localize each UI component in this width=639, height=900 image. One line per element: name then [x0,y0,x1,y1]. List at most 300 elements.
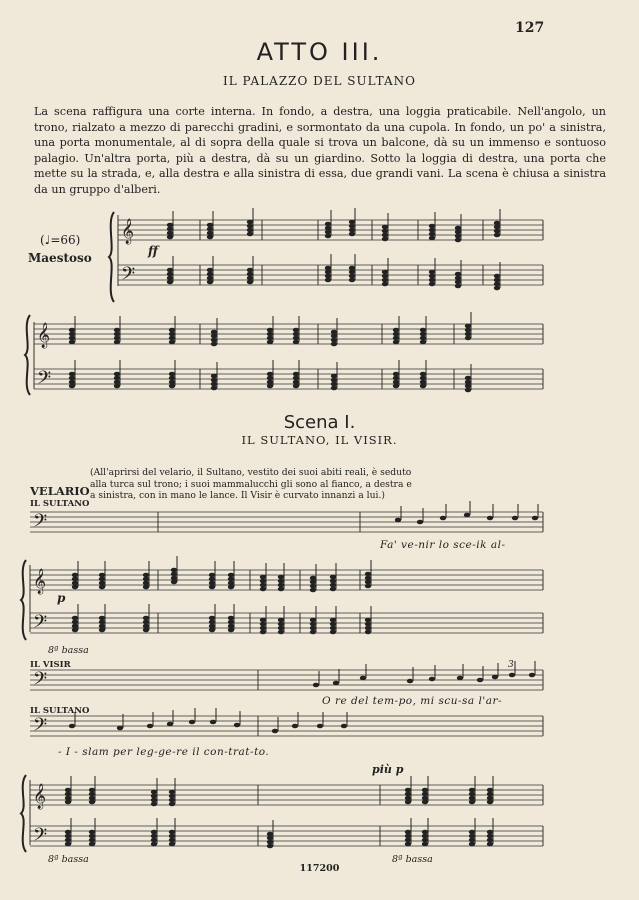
chord-note [72,628,78,633]
chord-note [310,622,316,627]
scene-title: Scena I. [283,412,356,433]
chord-note [169,838,175,843]
chord-note [349,220,355,225]
chord-note [65,792,71,797]
chord-note [422,792,428,797]
chord-note [420,384,426,389]
chord-note [393,336,399,341]
chord-note [169,340,175,345]
chord-note [72,624,78,629]
chord-note [455,230,461,235]
chord-note [209,577,215,582]
chord-note [365,580,371,585]
melody-note [360,676,366,681]
system-brace [25,315,30,395]
chord-note [487,834,493,839]
chord-note [469,788,475,793]
melody-note [407,679,413,684]
plate-number: 117200 [299,863,340,874]
chord-note [211,334,217,339]
chord-note [99,585,105,590]
chord-note [405,796,411,801]
chord-note [365,584,371,589]
chord-note [422,796,428,801]
chord-note [169,336,175,341]
chord-note [325,226,331,231]
chord-note [330,579,336,584]
chord-note [293,328,299,333]
chord-note [228,620,234,625]
chord-note [487,830,493,835]
chord-note [151,842,157,847]
melody-note [341,724,347,729]
dynamic-ff: ff [148,244,158,258]
chord-note [207,223,213,228]
chord-note [465,388,471,393]
scene-location-title: IL PALAZZO DEL SULTANO [223,74,416,88]
chord-note [293,336,299,341]
chord-note [247,228,253,233]
melody-note [509,673,515,678]
chord-note [278,587,284,592]
chord-note [382,229,388,234]
melody-note [292,724,298,729]
chord-note [267,340,273,345]
chord-note [72,585,78,590]
chord-note [469,800,475,805]
chord-note [65,796,71,801]
chord-note [494,286,500,291]
chord-note [167,223,173,228]
chord-note [69,328,75,333]
chord-note [494,225,500,230]
chord-note [382,233,388,238]
chord-note [420,336,426,341]
chord-note [469,838,475,843]
chord-note [65,788,71,793]
chord-note [365,618,371,623]
chord-note [207,280,213,285]
chord-note [405,842,411,847]
chord-note [169,380,175,385]
chord-note [455,272,461,277]
chord-note [494,229,500,234]
chord-note [72,581,78,586]
melody-note [317,724,323,729]
chord-note [405,792,411,797]
chord-note [143,624,149,629]
piano-bass-staff [30,826,543,846]
chord-note [429,274,435,279]
melody-note [189,720,195,725]
melody-note [395,518,401,523]
chord-note [331,382,337,387]
chord-note [151,790,157,795]
chord-note [228,573,234,578]
page-number: 127 [515,20,545,36]
chord-note [143,628,149,633]
chord-note [169,384,175,389]
chord-note [325,266,331,271]
chord-note [469,830,475,835]
chord-note [393,332,399,337]
melody-note [272,729,278,734]
chord-note [151,838,157,843]
chord-note [171,572,177,577]
chord-note [247,280,253,285]
chord-note [89,800,95,805]
scene-description: La scena raffigura una corte interna. In fondo, a destra, una loggia praticabile. Nell'angolo, un trono, rialzato a mezzo di parecchi gradini, e sormontato da una cupola. In fondo, un po' a sinistra, una porta monumentale, al di sopra della quale si trova un balcone, dà su un immenso e sontuoso palagio. Un'altra porta, più a destra, dà su un giardino. Sotto la loggia di destra, una porta che mette su la strada, e, alla destra e alla sinistra di essa, due grandi vani. La scena è chiusa a sinistra da un gruppo d'alberi. [34,105,606,196]
chord-note [209,616,215,621]
chord-note [267,336,273,341]
chord-note [455,276,461,281]
bass-clef: 𝄢 [121,264,136,289]
chord-note [278,626,284,631]
voice-staff-visir [30,670,543,690]
part-label-sultano: IL SULTANO [30,499,90,509]
chord-note [422,834,428,839]
chord-note [260,618,266,623]
chord-note [405,834,411,839]
chord-note [429,236,435,241]
chord-note [65,834,71,839]
chord-note [228,628,234,633]
chord-note [260,583,266,588]
chord-note [89,792,95,797]
chord-note [167,280,173,285]
chord-note [89,788,95,793]
chord-note [278,579,284,584]
chord-note [167,227,173,232]
chord-note [455,226,461,231]
chord-note [310,630,316,635]
bass-clef: 𝄢 [33,612,48,637]
chord-note [167,276,173,281]
chord-note [209,573,215,578]
chord-note [331,334,337,339]
chord-note [429,278,435,283]
chord-note [89,842,95,847]
chord-note [167,231,173,236]
chord-note [65,830,71,835]
chord-note [494,282,500,287]
melody-note [487,516,493,521]
chord-note [267,376,273,381]
chord-note [143,573,149,578]
chord-note [422,838,428,843]
chord-note [325,230,331,235]
chord-note [465,328,471,333]
chord-note [69,336,75,341]
chord-note [365,630,371,635]
chord-note [325,270,331,275]
chord-note [69,384,75,389]
chord-note [114,372,120,377]
chord-note [267,332,273,337]
chord-note [293,340,299,345]
chord-note [260,626,266,631]
chord-note [278,575,284,580]
chord-note [330,587,336,592]
chord-note [422,800,428,805]
chord-note [69,332,75,337]
chord-note [211,378,217,383]
chord-note [420,380,426,385]
chord-note [207,227,213,232]
triplet-marking: 3 [508,660,514,670]
chord-note [349,274,355,279]
chord-note [72,577,78,582]
chord-note [169,376,175,381]
chord-note [167,272,173,277]
chord-note [207,268,213,273]
chord-note [422,830,428,835]
chord-note [429,282,435,287]
chord-note [365,572,371,577]
voice-staff-sultano [30,716,543,736]
chord-note [260,622,266,627]
chord-note [99,616,105,621]
chord-note [278,618,284,623]
chord-note [169,802,175,807]
chord-note [65,838,71,843]
chord-note [207,235,213,240]
chord-note [293,384,299,389]
dynamic-p: p [57,591,66,605]
chord-note [310,588,316,593]
chord-note [143,620,149,625]
chord-note [209,585,215,590]
chord-note [293,332,299,337]
chord-note [469,796,475,801]
chord-note [422,788,428,793]
chord-note [465,332,471,337]
chord-note [310,626,316,631]
melody-note [529,673,535,678]
ottava-bassa-marking: 8ª bassa [48,645,89,656]
system-brace [21,775,26,852]
chord-note [494,274,500,279]
chord-note [267,372,273,377]
chord-note [151,802,157,807]
melody-note [477,678,483,683]
chord-note [349,270,355,275]
chord-note [465,384,471,389]
chord-note [260,579,266,584]
lyric-line: - I - slam per leg-ge-re il con-trat-to. [58,746,270,758]
chord-note [211,386,217,391]
chord-note [382,225,388,230]
chord-note [455,280,461,285]
chord-note [293,380,299,385]
chord-note [487,796,493,801]
chord-note [393,376,399,381]
chord-note [267,328,273,333]
chord-note [330,583,336,588]
chord-note [325,222,331,227]
treble-clef: 𝄞 [121,219,135,244]
chord-note [331,386,337,391]
chord-note [310,580,316,585]
chord-note [330,618,336,623]
melody-note [210,720,216,725]
chord-note [365,626,371,631]
ottava-bassa-marking: 8ª bassa [48,854,89,865]
chord-note [330,622,336,627]
chord-note [143,585,149,590]
chord-note [211,382,217,387]
chord-note [331,378,337,383]
chord-note [420,376,426,381]
melody-note [440,516,446,521]
chord-note [330,626,336,631]
chord-note [494,221,500,226]
chord-note [228,581,234,586]
chord-note [349,224,355,229]
chord-note [310,576,316,581]
chord-note [69,380,75,385]
chord-note [169,798,175,803]
chord-note [278,622,284,627]
chord-note [143,577,149,582]
chord-note [267,836,273,841]
piano-bass-staff [30,613,543,633]
chord-note [267,384,273,389]
chord-note [349,266,355,271]
chord-note [99,577,105,582]
chord-note [211,342,217,347]
chord-note [260,575,266,580]
ottava-bassa-marking: 8ª bassa [392,854,433,865]
chord-note [405,800,411,805]
dynamic-piu-p: più p [372,763,404,776]
chord-note [420,328,426,333]
chord-note [209,581,215,586]
chord-note [429,228,435,233]
chord-note [278,630,284,635]
chord-note [310,584,316,589]
chord-note [143,616,149,621]
chord-note [207,272,213,277]
chord-note [209,628,215,633]
chord-note [171,576,177,581]
chord-note [382,274,388,279]
chord-note [487,788,493,793]
chord-note [114,376,120,381]
melody-note [464,513,470,518]
chord-note [465,376,471,381]
chord-note [429,270,435,275]
chord-note [211,338,217,343]
chord-note [278,583,284,588]
chord-note [393,340,399,345]
chord-note [260,587,266,592]
chord-note [330,630,336,635]
chord-note [228,577,234,582]
chord-note [325,234,331,239]
chord-note [114,384,120,389]
chord-note [331,342,337,347]
melody-note [492,675,498,680]
melody-note [117,726,123,731]
chord-note [169,830,175,835]
chord-note [260,630,266,635]
melody-note [333,681,339,686]
chord-note [209,620,215,625]
lyric-line: Fa' ve-nir lo sce-ik al- [380,539,506,551]
melody-note [167,722,173,727]
chord-note [455,234,461,239]
chord-note [247,224,253,229]
chord-note [469,842,475,847]
chord-note [114,328,120,333]
bass-clef: 𝄢 [33,511,48,536]
bass-clef: 𝄢 [33,715,48,740]
chord-note [420,332,426,337]
chord-note [247,272,253,277]
chord-note [487,800,493,805]
melody-note [147,724,153,729]
piano-treble-staff [30,785,543,805]
chord-note [69,376,75,381]
chord-note [167,268,173,273]
chord-note [228,616,234,621]
chord-note [365,622,371,627]
chord-note [65,842,71,847]
chord-note [393,372,399,377]
bass-clef: 𝄢 [33,825,48,850]
chord-note [422,842,428,847]
chord-note [465,336,471,341]
chord-note [494,233,500,238]
melody-note [69,724,75,729]
melody-note [457,676,463,681]
chord-note [487,842,493,847]
chord-note [211,374,217,379]
chord-note [169,842,175,847]
chord-note [151,830,157,835]
chord-note [331,330,337,335]
chord-note [393,380,399,385]
chord-note [405,830,411,835]
chord-note [151,834,157,839]
chord-note [169,834,175,839]
chord-note [267,844,273,849]
chord-note [169,328,175,333]
tempo-word: Maestoso [28,251,92,265]
chord-note [310,618,316,623]
chord-note [167,235,173,240]
chord-note [455,238,461,243]
chord-note [114,332,120,337]
chord-note [429,232,435,237]
chord-note [99,624,105,629]
chord-note [114,340,120,345]
chord-note [267,832,273,837]
chord-note [494,278,500,283]
chord-note [89,834,95,839]
melody-note [429,677,435,682]
tempo-marking: (♩=66) [40,233,81,247]
chord-note [455,284,461,289]
act-title: ATTO III. [256,38,383,66]
chord-note [207,231,213,236]
piano-treble-staff [30,570,543,590]
chord-note [349,228,355,233]
chord-note [169,372,175,377]
chord-note [469,834,475,839]
part-label-sultano: IL SULTANO [30,706,90,716]
